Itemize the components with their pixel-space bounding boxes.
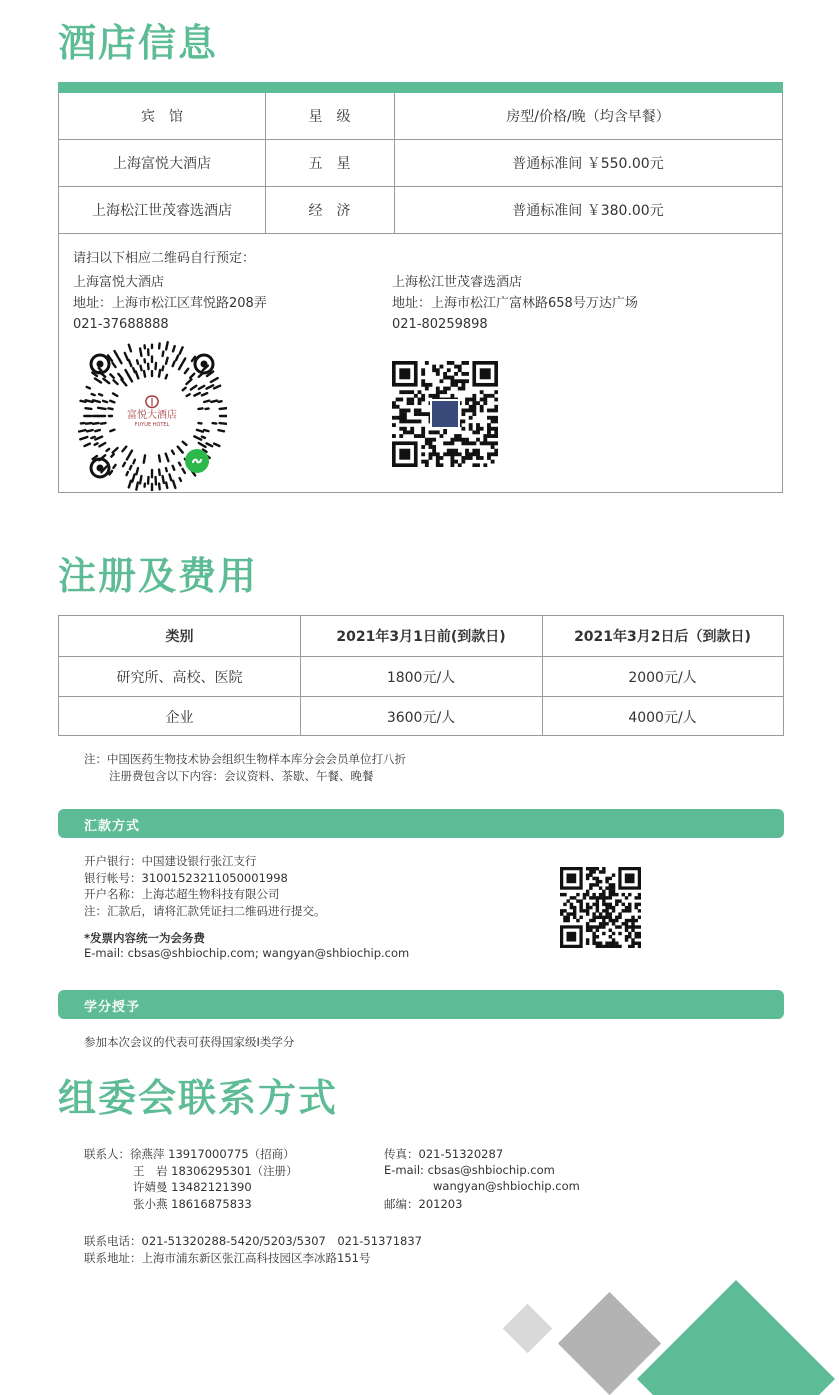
remit-account: 银行帐号：31001523211050001998	[84, 871, 288, 885]
hotel-header-price: 房型/价格/晚（均含早餐）	[506, 109, 670, 125]
remit-section-title: 汇款方式	[84, 819, 141, 834]
hotel-header-name: 宾 馆	[141, 109, 183, 125]
hotel-row	[59, 187, 782, 234]
hotel-price-cell: 普通标准间 ￥550.00元	[512, 156, 664, 172]
remit-header-bar	[58, 809, 784, 838]
miniprogram-qr-code[interactable]	[77, 341, 227, 491]
qr-center-logo	[430, 399, 460, 429]
reg-late-fee-cell: 4000元/人	[628, 710, 697, 726]
hotel-name-cell: 上海富悦大酒店	[113, 156, 211, 172]
reg-header-early: 2021年3月1日前(到款日)	[336, 629, 506, 645]
right-hotel-address: 地址：上海市松江广富林路658号万达广场	[392, 296, 638, 311]
hotel-section-title: 酒店信息	[58, 21, 219, 65]
hotel-table-bar	[58, 82, 783, 93]
contact-person: 王 岩 18306295301（注册）	[133, 1164, 298, 1178]
registration-discount-note: 注：中国医药生物技术协会组织生物样本库分会会员单位打八折	[84, 752, 406, 766]
decorative-diamond-small	[503, 1304, 552, 1353]
right-hotel-name: 上海松江世茂睿选酒店	[392, 275, 523, 290]
hotel-row	[59, 140, 782, 187]
reg-category-cell: 企业	[165, 710, 194, 726]
reg-header-category: 类别	[165, 629, 194, 645]
hotel-table	[58, 93, 783, 493]
hotel-star-cell: 经 济	[308, 203, 351, 219]
hotel-logo	[120, 394, 184, 438]
hotel-logo-subtext: FUYUE HOTEL	[134, 422, 170, 428]
credit-header-bar	[58, 990, 784, 1019]
right-hotel-qr-code[interactable]	[392, 361, 498, 467]
left-hotel-phone: 021-37688888	[73, 317, 169, 332]
reg-row	[59, 696, 783, 736]
right-hotel-phone: 021-80259898	[392, 317, 488, 332]
hotel-header-star: 星 级	[308, 109, 351, 125]
reg-early-fee-cell: 3600元/人	[386, 710, 456, 726]
invoice-note: *发票内容统一为会务费	[84, 931, 206, 945]
reg-early-fee-cell: 1800元/人	[386, 670, 456, 686]
miniprogram-icon	[185, 449, 209, 473]
remit-qr-code[interactable]	[560, 867, 641, 948]
contact-section-title: 组委会联系方式	[58, 1076, 339, 1120]
hotel-star-cell: 五 星	[308, 156, 351, 172]
left-hotel-name: 上海富悦大酒店	[73, 275, 165, 290]
credit-section-title: 学分授予	[84, 1000, 141, 1015]
contact-email[interactable]: E-mail: cbsas@shbiochip.com	[384, 1163, 555, 1177]
contact-person: 张小燕 18616875833	[133, 1197, 252, 1211]
decorative-diamond-large	[637, 1280, 835, 1395]
left-hotel-address: 地址：上海市松江区茸悦路208弄	[73, 296, 267, 311]
reg-late-fee-cell: 2000元/人	[628, 670, 697, 686]
reg-header-row	[59, 616, 783, 656]
remit-account-name: 开户名称：上海芯超生物科技有限公司	[84, 887, 280, 901]
hotel-logo-text: 富悦大酒店	[127, 410, 177, 421]
hotel-name-cell: 上海松江世茂睿选酒店	[92, 203, 232, 219]
reg-header-late: 2021年3月2日后（到款日)	[574, 629, 751, 645]
remit-bank: 开户银行：中国建设银行张江支行	[84, 854, 257, 868]
contact-fax: 传真：021-51320287	[384, 1147, 504, 1161]
contact-person: 许婧曼 13482121390	[133, 1180, 252, 1194]
booking-instruction: 请扫以下相应二维码自行预定：	[73, 251, 256, 266]
contact-zip: 邮编：201203	[384, 1197, 463, 1211]
reg-row	[59, 656, 783, 696]
registration-section-title: 注册及费用	[58, 554, 259, 598]
contact-phone: 联系电话：021-51320288-5420/5203/5307 021-51371837	[84, 1234, 422, 1248]
registration-includes-note: 注册费包含以下内容：会议资料、茶歇、午餐、晚餐	[109, 769, 374, 783]
hotel-logo-icon	[142, 394, 162, 410]
reg-category-cell: 研究所、高校、医院	[116, 670, 243, 686]
contact-person: 联系人：徐燕萍 13917000775（招商）	[84, 1147, 295, 1161]
registration-table	[58, 615, 784, 736]
hotel-header-row	[59, 93, 782, 140]
remit-note: 注：汇款后，请将汇款凭证扫二维码进行提交。	[84, 904, 326, 918]
hotel-price-cell: 普通标准间 ￥380.00元	[512, 203, 664, 219]
remit-email[interactable]: E-mail: cbsas@shbiochip.com; wangyan@shbiochip.com	[84, 946, 410, 960]
contact-email-secondary[interactable]: wangyan@shbiochip.com	[433, 1179, 580, 1193]
contact-address: 联系地址：上海市浦东新区张江高科技园区李冰路151号	[84, 1251, 371, 1265]
credit-text: 参加本次会议的代表可获得国家级I类学分	[84, 1035, 295, 1049]
